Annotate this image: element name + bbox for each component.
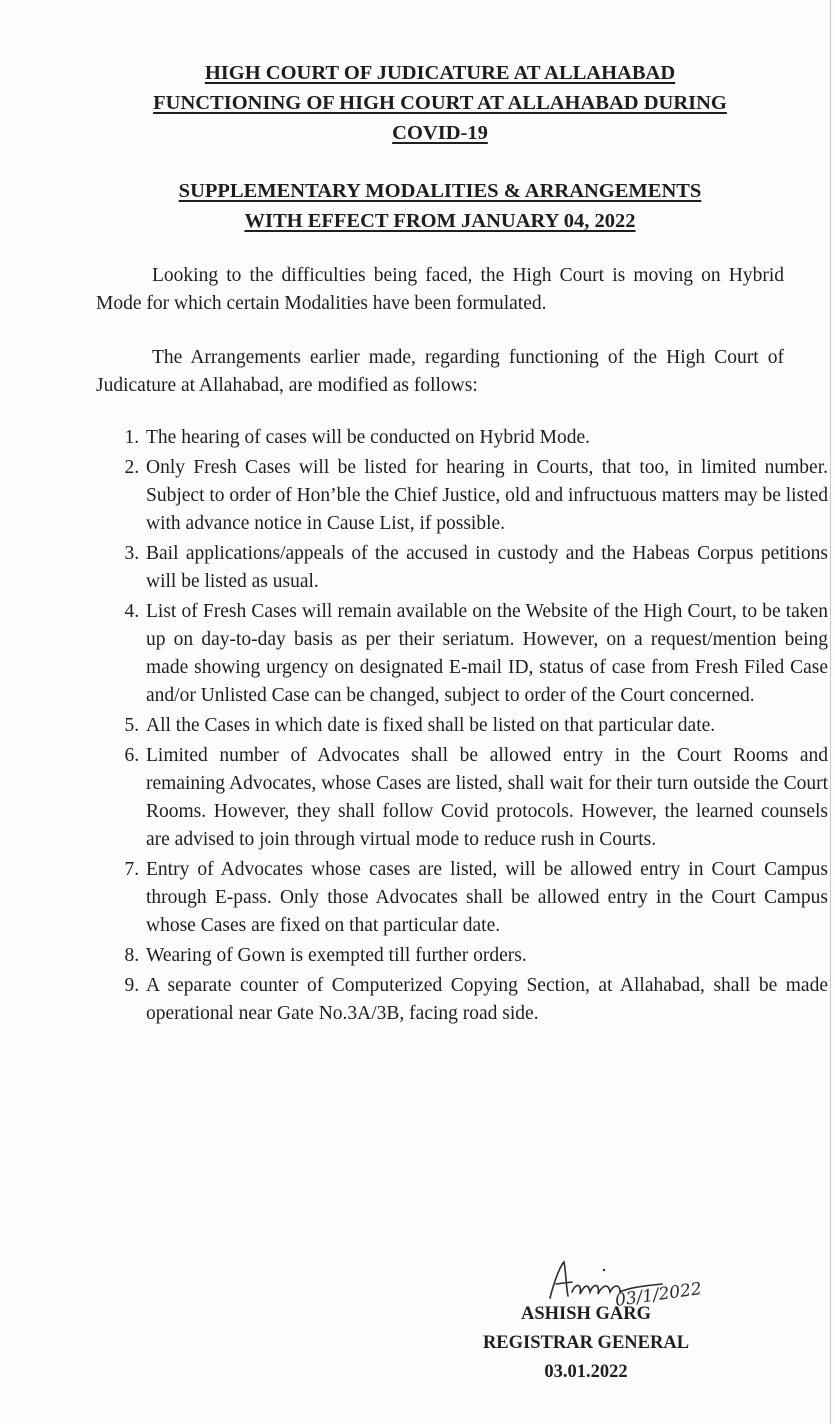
- list-item: 9. A separate counter of Computerized Copying Section, at Allahabad, shall be made operational near Gate No.3A/3B, facing road side.: [144, 972, 828, 1028]
- title-line-2: FUNCTIONING OF HIGH COURT AT ALLAHABAD DURING: [153, 92, 727, 114]
- signature-date: 03.01.2022: [544, 1362, 628, 1382]
- title-line-3: COVID-19: [392, 122, 488, 144]
- list-item: 1. The hearing of cases will be conducted on Hybrid Mode.: [144, 424, 828, 452]
- title-line-1: HIGH COURT OF JUDICATURE AT ALLAHABAD: [204, 62, 676, 84]
- list-item: 2. Only Fresh Cases will be listed for hearing in Courts, that too, in limited number. Subject to order of Hon’ble the Chief Justice, old and infructuous matters may be listed with advance notice in Cause List, if possible.: [144, 454, 828, 538]
- list-item: 5. All the Cases in which date is fixed shall be listed on that particular date.: [144, 712, 828, 740]
- signatory-name: ASHISH GARG: [520, 1304, 652, 1324]
- document-title: [80, 58, 800, 148]
- intro-paragraph-2: The Arrangements earlier made, regarding functioning of the High Court of Judicature at Allahabad, are modified as follows:: [96, 347, 784, 396]
- list-item: 3. Bail applications/appeals of the accused in custody and the Habeas Corpus petitions will be listed as usual.: [144, 540, 828, 596]
- signatory-designation: REGISTRAR GENERAL: [482, 1333, 690, 1353]
- modalities-list: [96, 424, 828, 1030]
- intro-paragraph-1: Looking to the difficulties being faced, the High Court is moving on Hybrid Mode for which certain Modalities have been formulated.: [96, 265, 784, 314]
- signature-block: [456, 1252, 716, 1387]
- list-item: 4. List of Fresh Cases will remain available on the Website of the High Court, to be taken up on day-to-day basis as per their seriatum. However, on a request/mention being made showing urgency on designated E-mail ID, status of case from Fresh Filed Case and/or Unlisted Case can be changed, subject to order of the Court concerned.: [144, 598, 828, 710]
- subtitle-line-2: WITH EFFECT FROM JANUARY 04, 2022: [244, 210, 636, 232]
- list-item: 8. Wearing of Gown is exempted till further orders.: [144, 942, 828, 970]
- handwritten-date: 03/1/2022: [613, 1279, 704, 1311]
- list-item: 7. Entry of Advocates whose cases are listed, will be allowed entry in Court Campus through E-pass. Only those Advocates shall be allowed entry in the Court Campus whose Cases are fixed on that particular date.: [144, 856, 828, 940]
- subtitle-line-1: SUPPLEMENTARY MODALITIES & ARRANGEMENTS: [178, 180, 702, 202]
- page-edge-divider: [830, 0, 831, 1424]
- list-item: 6. Limited number of Advocates shall be allowed entry in the Court Rooms and remaining Advocates, whose Cases are listed, shall wait for their turn outside the Court Rooms. However, they shall follow Covid protocols. However, the learned counsels are advised to join through virtual mode to reduce rush in Courts.: [144, 742, 828, 854]
- document-subtitle: [80, 176, 800, 236]
